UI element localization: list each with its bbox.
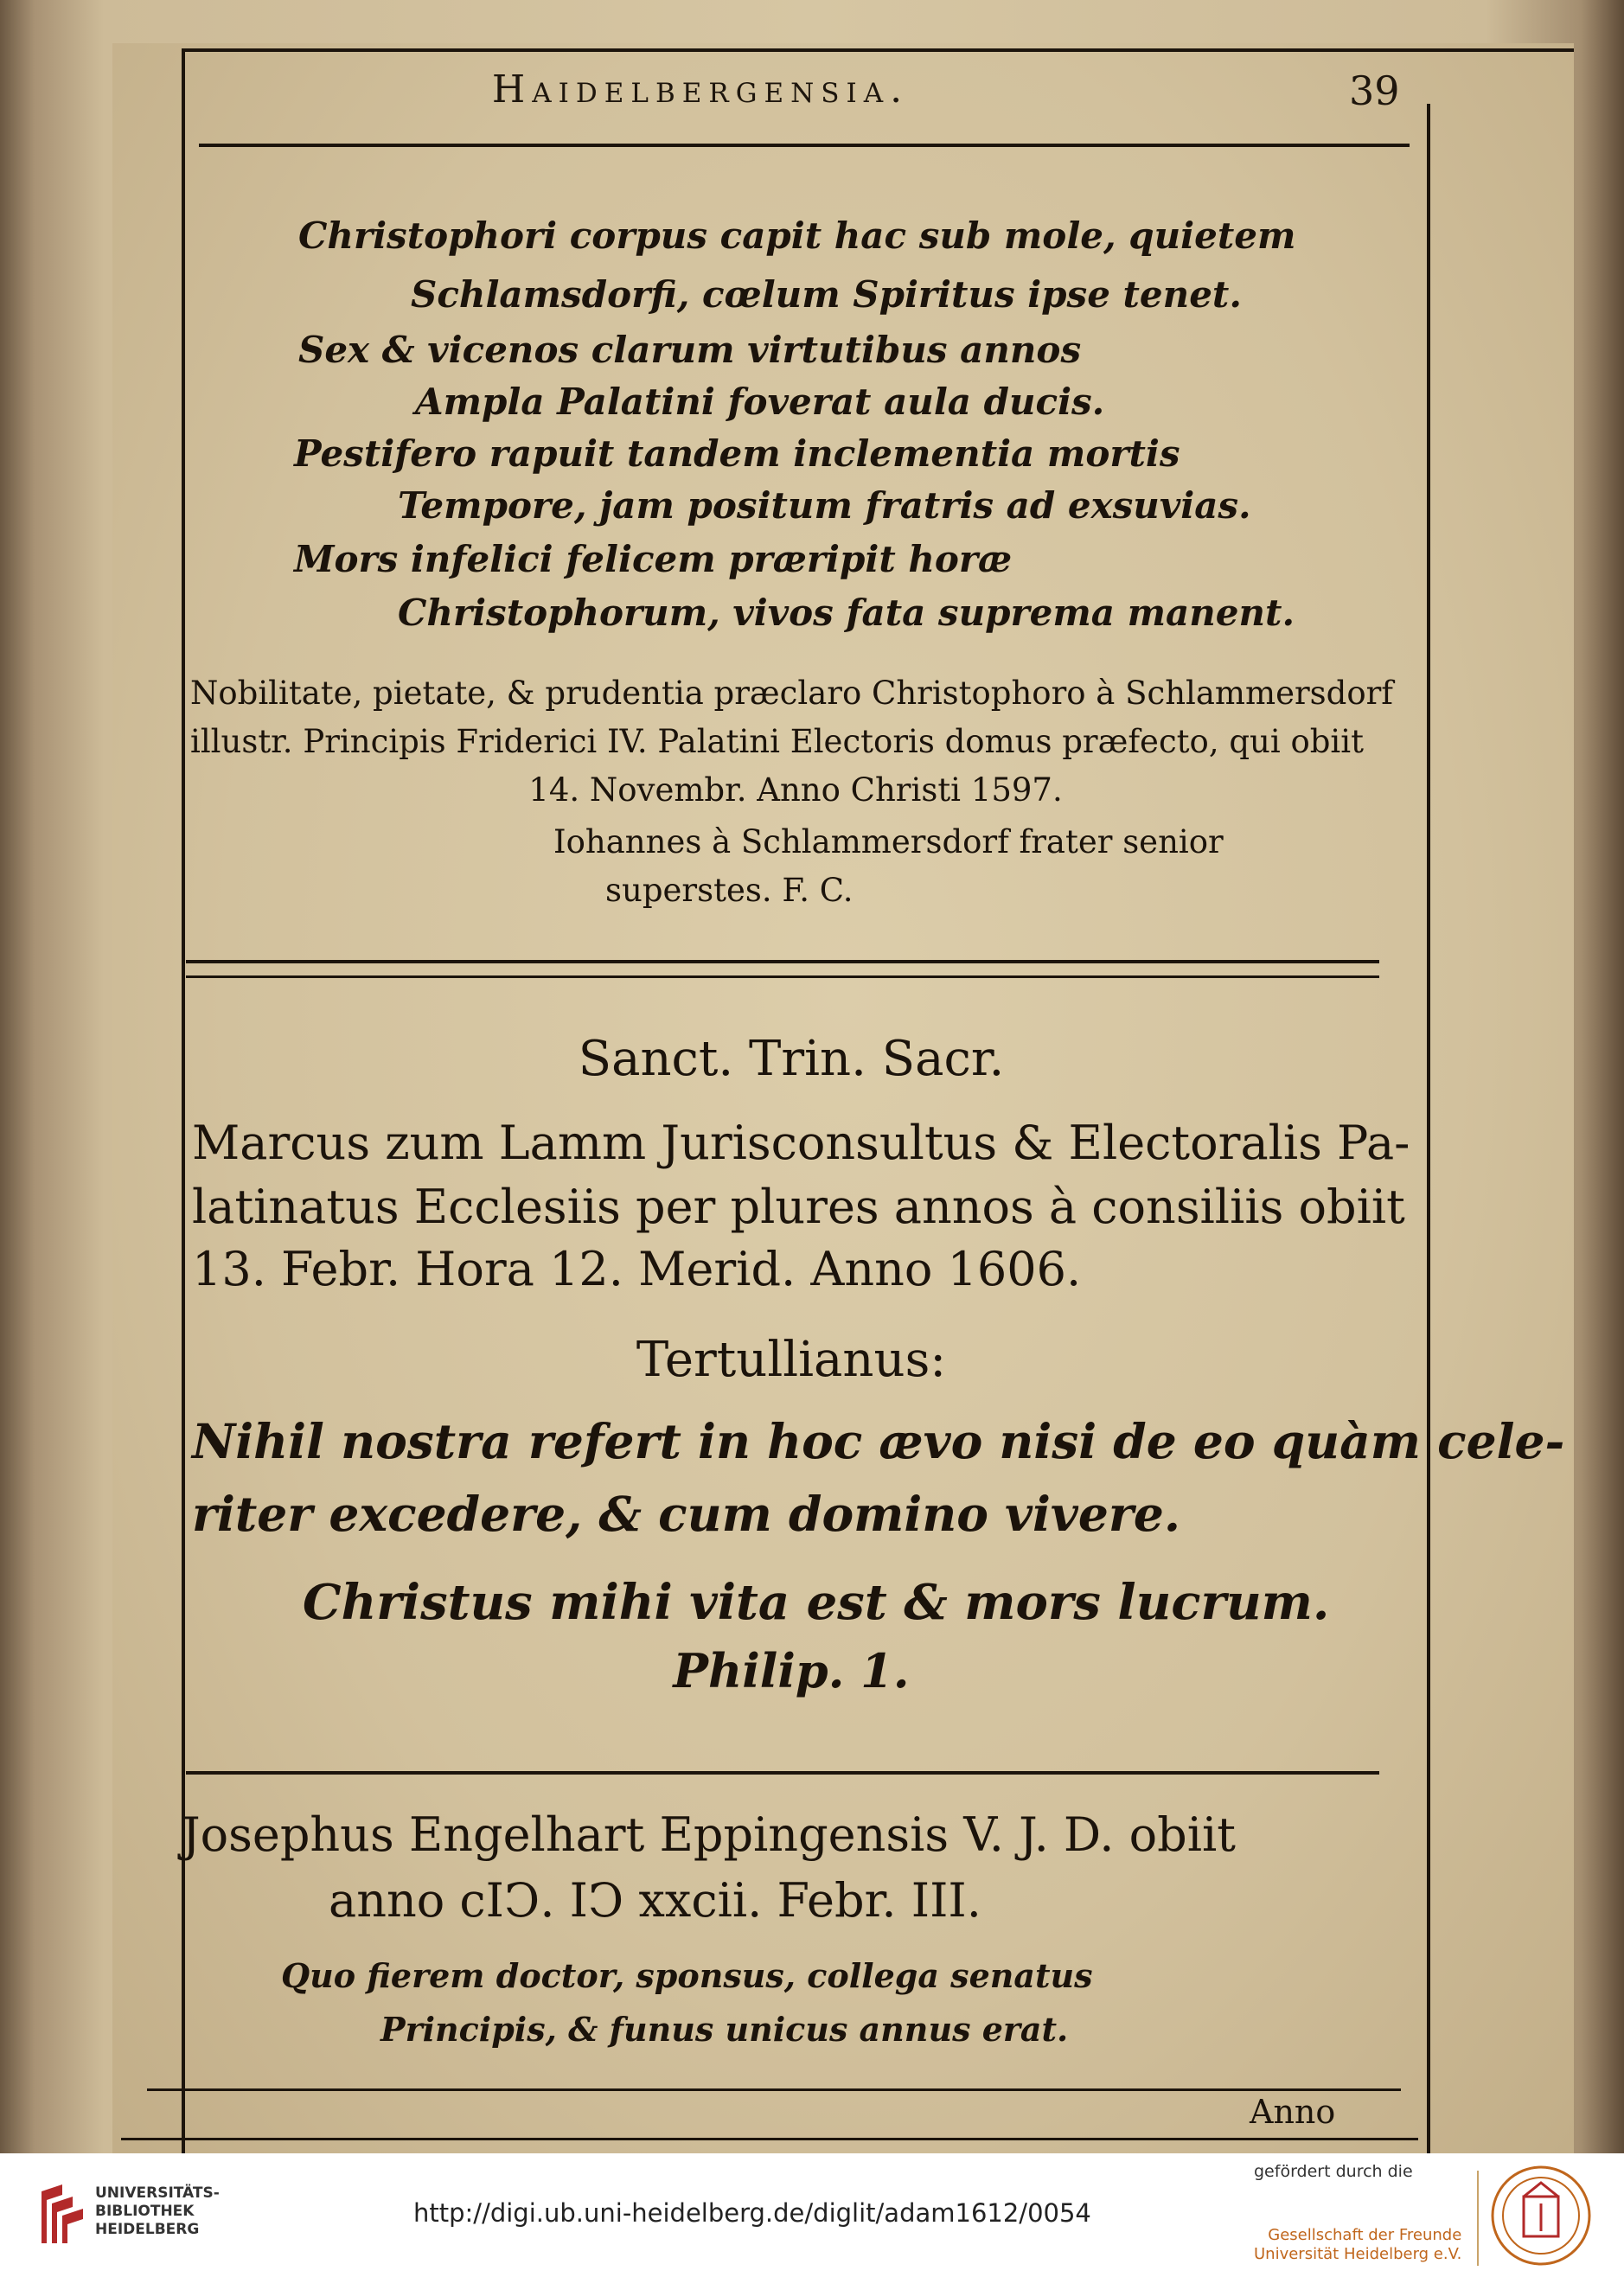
body-line: latinatus Ecclesiis per plures annos à consiliis obiit — [192, 1180, 1405, 1234]
signature-line: Iohannes à Schlammersdorf frater senior — [553, 823, 1224, 860]
permalink-url[interactable]: http://digi.ub.uni-heidelberg.de/diglit/adam1612/0054 — [413, 2198, 1091, 2228]
body-line: 13. Febr. Hora 12. Merid. Anno 1606. — [192, 1242, 1082, 1296]
library-name: UNIVERSITÄTS- BIBLIOTHEK HEIDELBERG — [95, 2184, 220, 2238]
verse-line: Quo fierem doctor, sponsus, collega senatus — [281, 1956, 1093, 1995]
top-frame-rule — [182, 48, 1574, 52]
body-line: anno cIↃ. IↃ xxcii. Febr. III. — [329, 1873, 981, 1928]
verse-line: Sex & vicenos clarum virtutibus annos — [298, 329, 1082, 371]
page-number: 39 — [1349, 67, 1400, 114]
section-divider — [186, 1771, 1379, 1775]
verse-line: Mors infelici felicem præripit horæ — [294, 538, 1013, 580]
verse-line: Pestifero rapuit tandem inclementia mortis — [294, 432, 1180, 475]
verse-line: Principis, & funus unicus annus erat. — [380, 2010, 1069, 2049]
signature-line: superstes. F. C. — [605, 872, 854, 909]
scripture-reference: Philip. 1. — [673, 1643, 910, 1698]
quote-line: Nihil nostra refert in hoc ævo nisi de eo quàm cele- — [192, 1413, 1565, 1469]
running-title: Haidelbergensia. — [491, 67, 910, 112]
verse-line: Schlamsdorfi, cœlum Spiritus ipse tenet. — [411, 273, 1242, 316]
catchword: Anno — [1250, 2093, 1336, 2131]
sponsor-label: gefördert durch die — [1254, 2162, 1413, 2181]
university-seal-icon — [1489, 2164, 1593, 2267]
verse-line: Christophorum, vivos fata suprema manent. — [398, 592, 1295, 634]
section-heading: Sanct. Trin. Sacr. — [578, 1031, 1005, 1087]
right-frame-rule — [1427, 104, 1430, 2153]
verse-line: Tempore, jam positum fratris ad exsuvias. — [398, 484, 1251, 527]
quote-author: Tertullianus: — [636, 1332, 947, 1388]
dedication-line: 14. Novembr. Anno Christi 1597. — [528, 771, 1063, 809]
digitization-footer — [0, 2153, 1624, 2277]
body-line: Josephus Engelhart Eppingensis V. J. D. obiit — [182, 1807, 1236, 1862]
page-bottom-rule — [121, 2138, 1418, 2140]
scripture-line: Christus mihi vita est & mors lucrum. — [303, 1574, 1330, 1631]
footer-divider — [1477, 2171, 1479, 2266]
library-logo-icon — [36, 2183, 86, 2245]
section-divider — [186, 960, 1379, 963]
sponsor-name: Gesellschaft der Freunde Universität Heidelberg e.V. — [1254, 2226, 1462, 2263]
section-divider — [186, 975, 1379, 978]
dedication-line: Nobilitate, pietate, & prudentia præclaro Christophoro à Schlammersdorf — [190, 675, 1394, 712]
verse-line: Ampla Palatini foverat aula ducis. — [415, 381, 1105, 423]
dedication-line: illustr. Principis Friderici IV. Palatini Electoris domus præfecto, qui obiit — [190, 723, 1364, 760]
body-line: Marcus zum Lamm Jurisconsultus & Electoralis Pa- — [192, 1116, 1410, 1170]
quote-line: riter excedere, & cum domino vivere. — [192, 1486, 1180, 1542]
verse-line: Christophori corpus capit hac sub mole, quietem — [298, 214, 1296, 257]
header-rule — [199, 144, 1410, 147]
bottom-frame-rule — [147, 2088, 1401, 2091]
